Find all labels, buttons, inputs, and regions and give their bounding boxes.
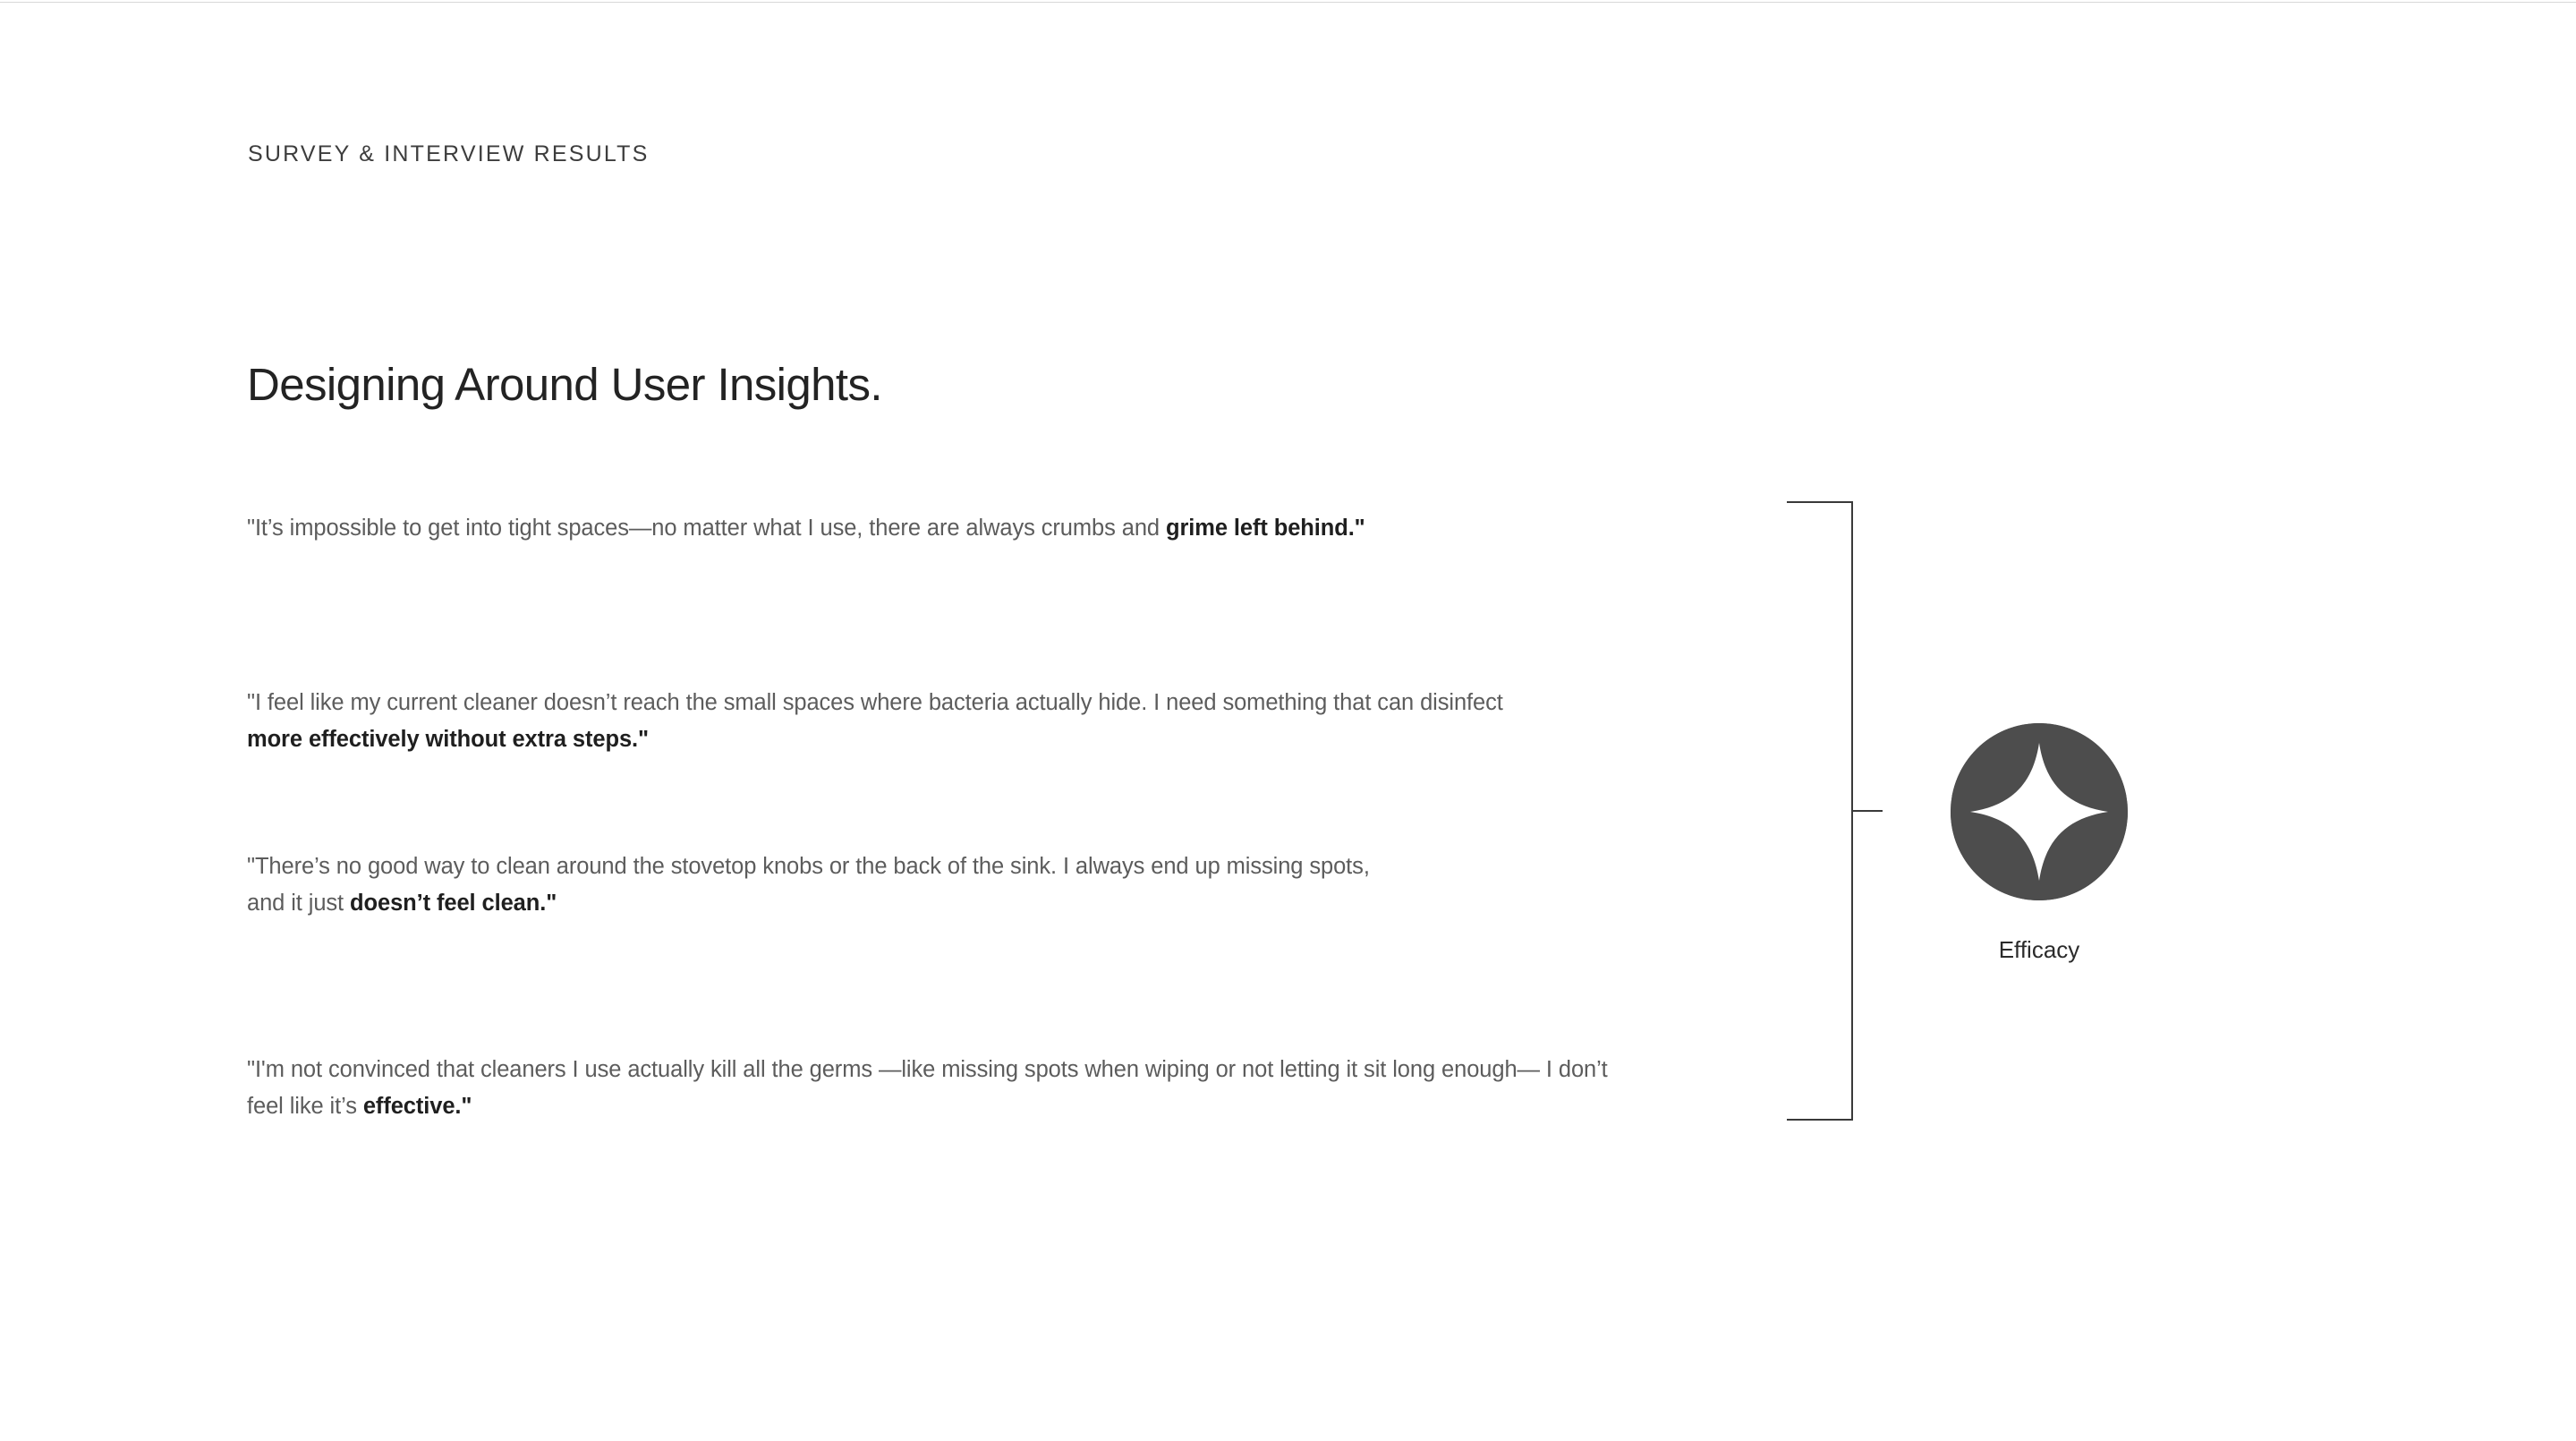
quote-text-bold: doesn’t feel clean." [350,891,557,916]
list-item [247,1052,1616,1125]
top-divider [0,2,2576,3]
bracket-bottom-arm [1787,1119,1853,1121]
grouping-bracket [1787,501,1872,1121]
bracket-connector [1852,810,1883,812]
list-item [247,510,1410,547]
list-item [247,685,1544,758]
list-item [247,848,1410,922]
quote-text-plain: "I feel like my current cleaner doesn’t reach the small spaces where bacteria actually hide. I need something that can disinfect [247,690,1503,715]
quote-text-bold: effective." [362,1094,472,1119]
eyebrow-label: SURVEY & INTERVIEW RESULTS [248,141,650,166]
quote-text-bold: grime left behind." [1165,516,1365,541]
page-title: Designing Around User Insights. [247,359,882,410]
efficacy-badge [1951,723,2128,900]
quote-text-plain: "It’s impossible to get into tight spaces—no matter what I use, there are always crumbs and [247,516,1166,541]
sparkle-icon [1951,723,2128,900]
bracket-top-arm [1787,501,1853,503]
quote-text-bold: more effectively without extra steps." [247,727,650,752]
quote-text-plain: "There’s no good way to clean around the stovetop knobs or the back of the sink. I always end up missing spots, and it just [247,854,1370,916]
quote-text-plain: "I'm not convinced that cleaners I use actually kill all the germs —like missing spots when wiping or not letting it sit long enough— I don’t feel like it’s [247,1057,1608,1119]
efficacy-badge-label: Efficacy [1998,936,2080,963]
